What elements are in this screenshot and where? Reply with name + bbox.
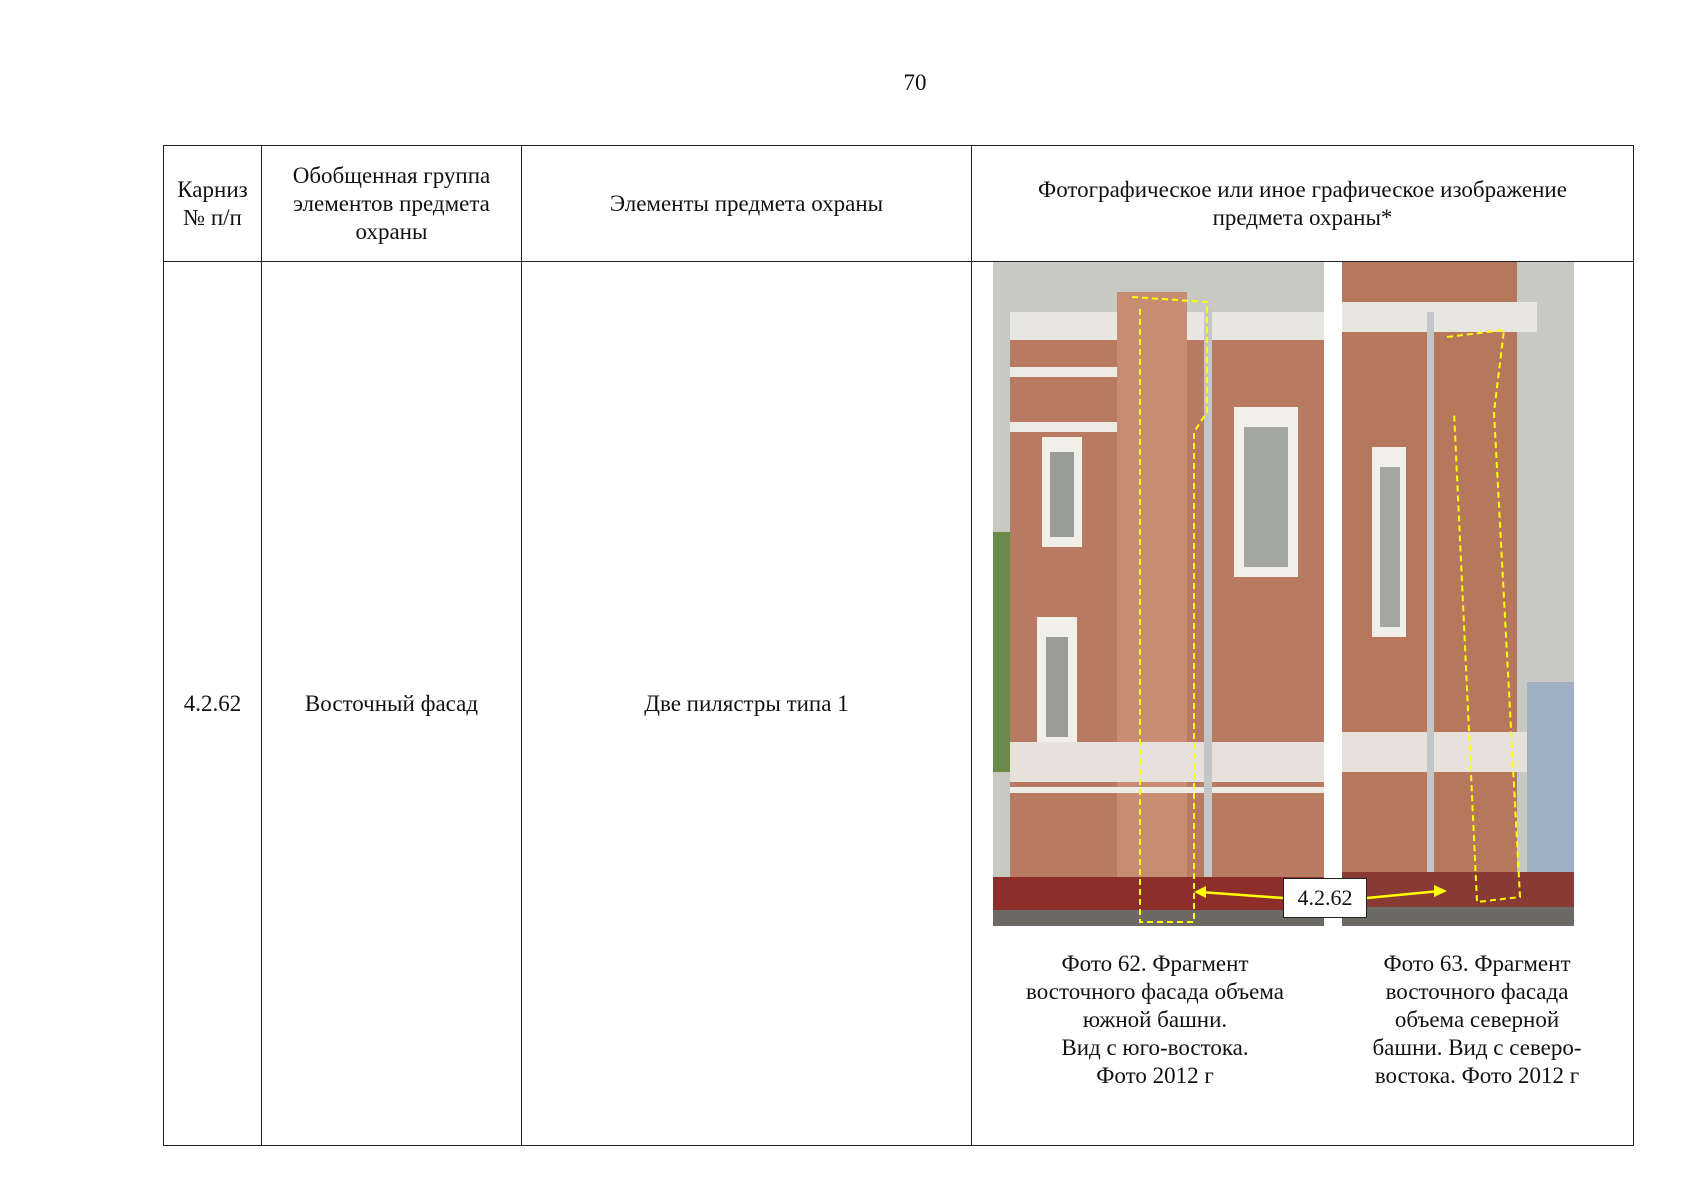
element-callout-label: 4.2.62: [1283, 878, 1367, 918]
caption-photo-62: Фото 62. Фрагмент восточного фасада объема южной башни. Вид с юго-востока. Фото 2012 г: [1026, 951, 1284, 1088]
photo-62: [993, 262, 1324, 926]
cell-protected-elements: Две пилястры типа 1: [522, 262, 972, 1146]
table-header-row: [164, 146, 1634, 262]
page-number: 70: [903, 70, 927, 95]
caption-photo-63: Фото 63. Фрагмент восточного фасада объема северной башни. Вид с северо- востока. Фото 2012 г: [1372, 951, 1582, 1088]
cell-item-number: 4.2.62: [164, 262, 262, 1146]
cell-element-group: Восточный фасад: [262, 262, 522, 1146]
table-row: [164, 262, 1634, 1146]
header-item-number: Карниз № п/п: [164, 146, 262, 262]
cell-photos: [972, 262, 1634, 1146]
header-photo: Фотографическое или иное графическое изображение предмета охраны*: [972, 146, 1634, 262]
photo-63: [1342, 262, 1574, 926]
header-element-group: Обобщенная группа элементов предмета охраны: [262, 146, 522, 262]
heritage-elements-table: [163, 145, 1634, 1146]
photo-panel: [972, 262, 1634, 1146]
header-protected-elements: Элементы предмета охраны: [522, 146, 972, 262]
